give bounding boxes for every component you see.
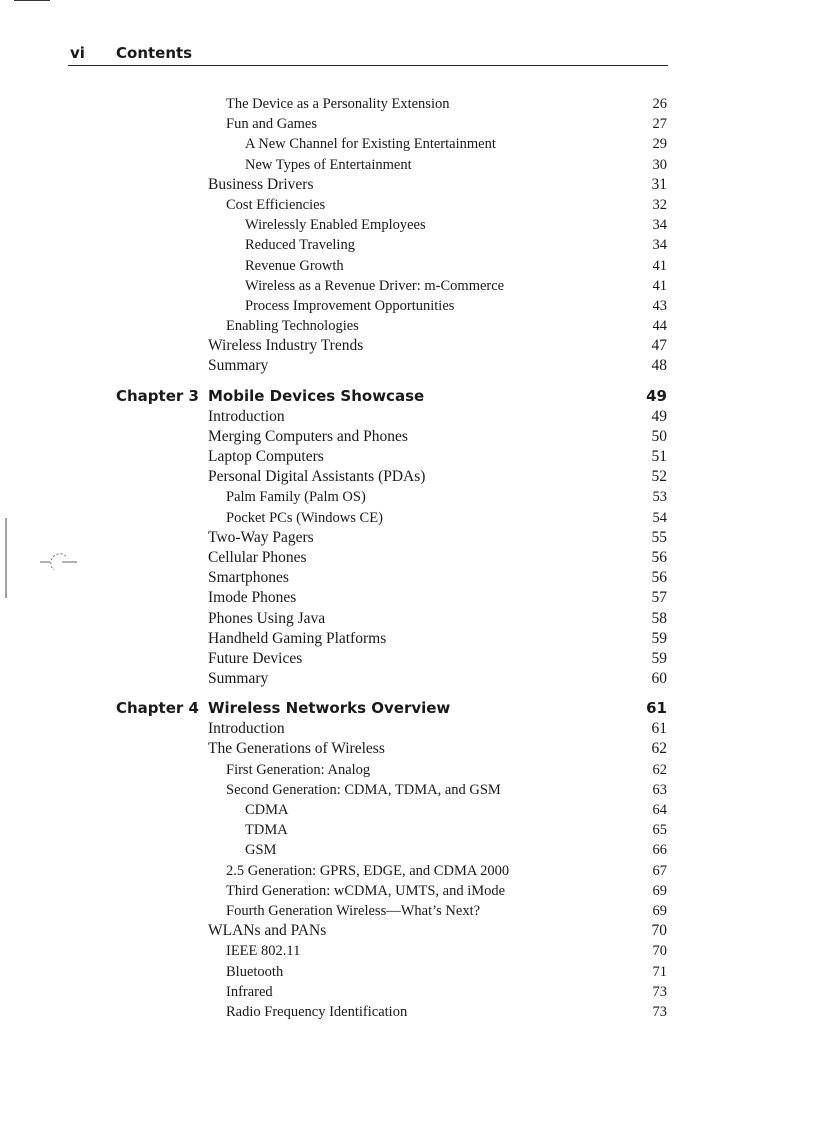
toc-entry-title: Cellular Phones — [208, 548, 307, 566]
toc-entry[interactable] — [0, 941, 816, 961]
page-number: vi — [70, 44, 85, 62]
toc-entry[interactable] — [0, 840, 816, 860]
chapter-heading[interactable] — [0, 697, 816, 719]
toc-entry-page: 63 — [652, 781, 667, 798]
toc-entry[interactable] — [0, 760, 816, 780]
toc-entry[interactable] — [0, 739, 816, 759]
toc-entry-title: Introduction — [208, 407, 285, 425]
toc-entry-title: 2.5 Generation: GPRS, EDGE, and CDMA 2000 — [226, 862, 510, 879]
chapter-label: Chapter 4 — [116, 699, 199, 718]
toc-entry-title: Pocket PCs (Windows CE) — [226, 509, 383, 526]
toc-entry-page: 34 — [652, 237, 667, 254]
toc-entry-page: 57 — [651, 589, 667, 607]
toc-entry-page: 58 — [651, 609, 667, 627]
toc-entry-page: 53 — [652, 489, 667, 506]
toc-entry[interactable] — [0, 1002, 816, 1022]
toc-entry[interactable] — [0, 94, 816, 114]
toc-entry[interactable] — [0, 114, 816, 134]
toc-entry[interactable] — [0, 962, 816, 982]
toc-entry-page: 61 — [651, 720, 667, 738]
toc-entry[interactable] — [0, 982, 816, 1002]
toc-entry[interactable] — [0, 861, 816, 881]
toc-entry-title: Introduction — [208, 720, 285, 738]
toc-entry-page: 52 — [651, 468, 667, 486]
toc-entry-page: 49 — [651, 407, 667, 425]
toc-entry[interactable] — [0, 719, 816, 739]
toc-entry-title: Bluetooth — [226, 963, 284, 980]
toc-entry[interactable] — [0, 921, 816, 941]
toc-entry-title: CDMA — [245, 802, 289, 818]
toc-entry[interactable] — [0, 256, 816, 276]
toc-entry-page: 32 — [652, 196, 667, 213]
toc-entry[interactable] — [0, 316, 816, 336]
toc-entry-title: Palm Family (Palm OS) — [226, 489, 366, 506]
toc-entry-page: 48 — [651, 357, 667, 375]
toc-entry[interactable] — [0, 467, 816, 487]
toc-entry-page: 31 — [651, 175, 667, 193]
table-of-contents — [0, 94, 816, 1022]
toc-entry[interactable] — [0, 336, 816, 356]
toc-entry[interactable] — [0, 356, 816, 376]
toc-entry[interactable] — [0, 649, 816, 669]
toc-entry[interactable] — [0, 609, 816, 629]
toc-entry-page: 56 — [651, 569, 667, 587]
toc-entry-title: Wireless Industry Trends — [208, 337, 364, 355]
toc-entry-page: 70 — [651, 922, 667, 940]
toc-entry[interactable] — [0, 548, 816, 568]
running-header — [68, 44, 668, 66]
toc-entry-title: Business Drivers — [208, 175, 314, 193]
toc-entry[interactable] — [0, 235, 816, 255]
chapter-page-number: 61 — [646, 699, 667, 718]
toc-entry-title: Handheld Gaming Platforms — [208, 629, 387, 647]
toc-entry-title: Wirelessly Enabled Employees — [245, 217, 426, 234]
toc-entry-title: TDMA — [245, 822, 288, 839]
toc-entry-page: 43 — [652, 297, 667, 314]
toc-entry-title: The Generations of Wireless — [208, 740, 385, 758]
toc-entry-page: 29 — [652, 136, 667, 153]
toc-entry-page: 27 — [652, 116, 667, 133]
toc-entry-page: 67 — [652, 862, 667, 879]
toc-entry-title: Process Improvement Opportunities — [245, 297, 455, 314]
toc-entry[interactable] — [0, 427, 816, 447]
toc-entry-title: Imode Phones — [208, 589, 297, 607]
toc-entry-title: Smartphones — [208, 569, 289, 587]
toc-entry-page: 71 — [652, 963, 667, 980]
toc-entry-page: 69 — [652, 882, 667, 899]
toc-entry[interactable] — [0, 800, 816, 820]
toc-entry[interactable] — [0, 508, 816, 528]
toc-entry[interactable] — [0, 528, 816, 548]
toc-entry-title: Cost Efficiencies — [226, 196, 326, 213]
toc-entry-page: 60 — [651, 670, 667, 688]
toc-entry-title: New Types of Entertainment — [245, 156, 412, 173]
toc-entry-title: Infrared — [226, 983, 273, 1000]
crop-mark — [14, 0, 50, 1]
toc-entry-title: Reduced Traveling — [245, 237, 355, 254]
toc-entry-page: 73 — [652, 1003, 667, 1020]
toc-entry[interactable] — [0, 215, 816, 235]
toc-entry-title: Fun and Games — [226, 116, 318, 133]
toc-entry-page: 69 — [652, 902, 667, 919]
toc-entry[interactable] — [0, 407, 816, 427]
chapter-heading[interactable] — [0, 385, 816, 407]
toc-entry-page: 73 — [652, 983, 667, 1000]
toc-entry[interactable] — [0, 276, 816, 296]
toc-entry[interactable] — [0, 901, 816, 921]
toc-entry[interactable] — [0, 780, 816, 800]
toc-entry-title: Two-Way Pagers — [208, 528, 314, 546]
toc-entry[interactable] — [0, 175, 816, 195]
toc-entry-page: 64 — [652, 802, 667, 818]
toc-entry-title: Merging Computers and Phones — [208, 427, 408, 445]
toc-entry[interactable] — [0, 134, 816, 154]
toc-entry-page: 56 — [651, 548, 667, 566]
toc-entry-page: 26 — [652, 96, 667, 112]
toc-entry-title: Personal Digital Assistants (PDAs) — [208, 468, 426, 486]
toc-entry-title: Second Generation: CDMA, TDMA, and GSM — [226, 781, 501, 798]
toc-entry-page: 62 — [651, 740, 667, 758]
toc-entry-title: IEEE 802.11 — [226, 943, 301, 960]
toc-entry-title: GSM — [245, 842, 277, 859]
toc-entry-page: 50 — [651, 427, 667, 445]
toc-entry-title: The Device as a Personality Extension — [226, 96, 450, 112]
toc-entry-page: 51 — [651, 448, 667, 465]
toc-entry-title: A New Channel for Existing Entertainment — [245, 136, 496, 153]
toc-entry[interactable] — [0, 568, 816, 588]
chapter-page-number: 49 — [646, 386, 667, 405]
toc-entry[interactable] — [0, 820, 816, 840]
chapter-title: Mobile Devices Showcase — [208, 386, 425, 405]
toc-entry[interactable] — [0, 195, 816, 215]
running-title: Contents — [116, 44, 193, 62]
toc-entry[interactable] — [0, 155, 816, 175]
toc-entry-title: Summary — [208, 670, 269, 688]
toc-entry-title: Laptop Computers — [208, 448, 324, 465]
toc-entry-page: 70 — [652, 943, 667, 960]
toc-entry-title: Wireless as a Revenue Driver: m-Commerce — [245, 277, 505, 294]
toc-entry-page: 54 — [652, 509, 667, 526]
toc-entry-page: 55 — [651, 528, 667, 546]
toc-entry-page: 41 — [652, 277, 667, 294]
toc-entry-title: Enabling Technologies — [226, 318, 359, 335]
toc-entry-title: Fourth Generation Wireless—What’s Next? — [226, 902, 481, 919]
toc-entry[interactable] — [0, 669, 816, 689]
toc-entry[interactable] — [0, 487, 816, 507]
toc-entry-page: 65 — [652, 822, 667, 839]
toc-entry-page: 62 — [652, 761, 667, 778]
chapter-label: Chapter 3 — [116, 386, 199, 405]
toc-entry-page: 44 — [652, 318, 667, 335]
toc-entry-title: Revenue Growth — [245, 257, 344, 274]
toc-entry[interactable] — [0, 881, 816, 901]
chapter-title: Wireless Networks Overview — [208, 699, 451, 718]
toc-entry[interactable] — [0, 447, 816, 467]
toc-entry-page: 66 — [652, 842, 667, 859]
toc-entry[interactable] — [0, 629, 816, 649]
toc-entry-title: Future Devices — [208, 649, 303, 667]
toc-entry-page: 59 — [651, 629, 667, 647]
toc-entry-page: 47 — [651, 337, 667, 355]
toc-entry-title: Phones Using Java — [208, 609, 326, 627]
toc-entry[interactable] — [0, 296, 816, 316]
toc-entry-page: 59 — [651, 649, 667, 667]
toc-entry-title: First Generation: Analog — [226, 761, 371, 778]
toc-entry-page: 41 — [652, 257, 667, 274]
toc-entry-title: WLANs and PANs — [208, 922, 327, 940]
toc-entry-page: 34 — [652, 217, 667, 234]
toc-entry[interactable] — [0, 588, 816, 608]
toc-entry-page: 30 — [652, 156, 667, 173]
toc-entry-title: Radio Frequency Identification — [226, 1003, 408, 1020]
toc-entry-title: Third Generation: wCDMA, UMTS, and iMode — [226, 882, 506, 899]
toc-entry-title: Summary — [208, 357, 269, 375]
